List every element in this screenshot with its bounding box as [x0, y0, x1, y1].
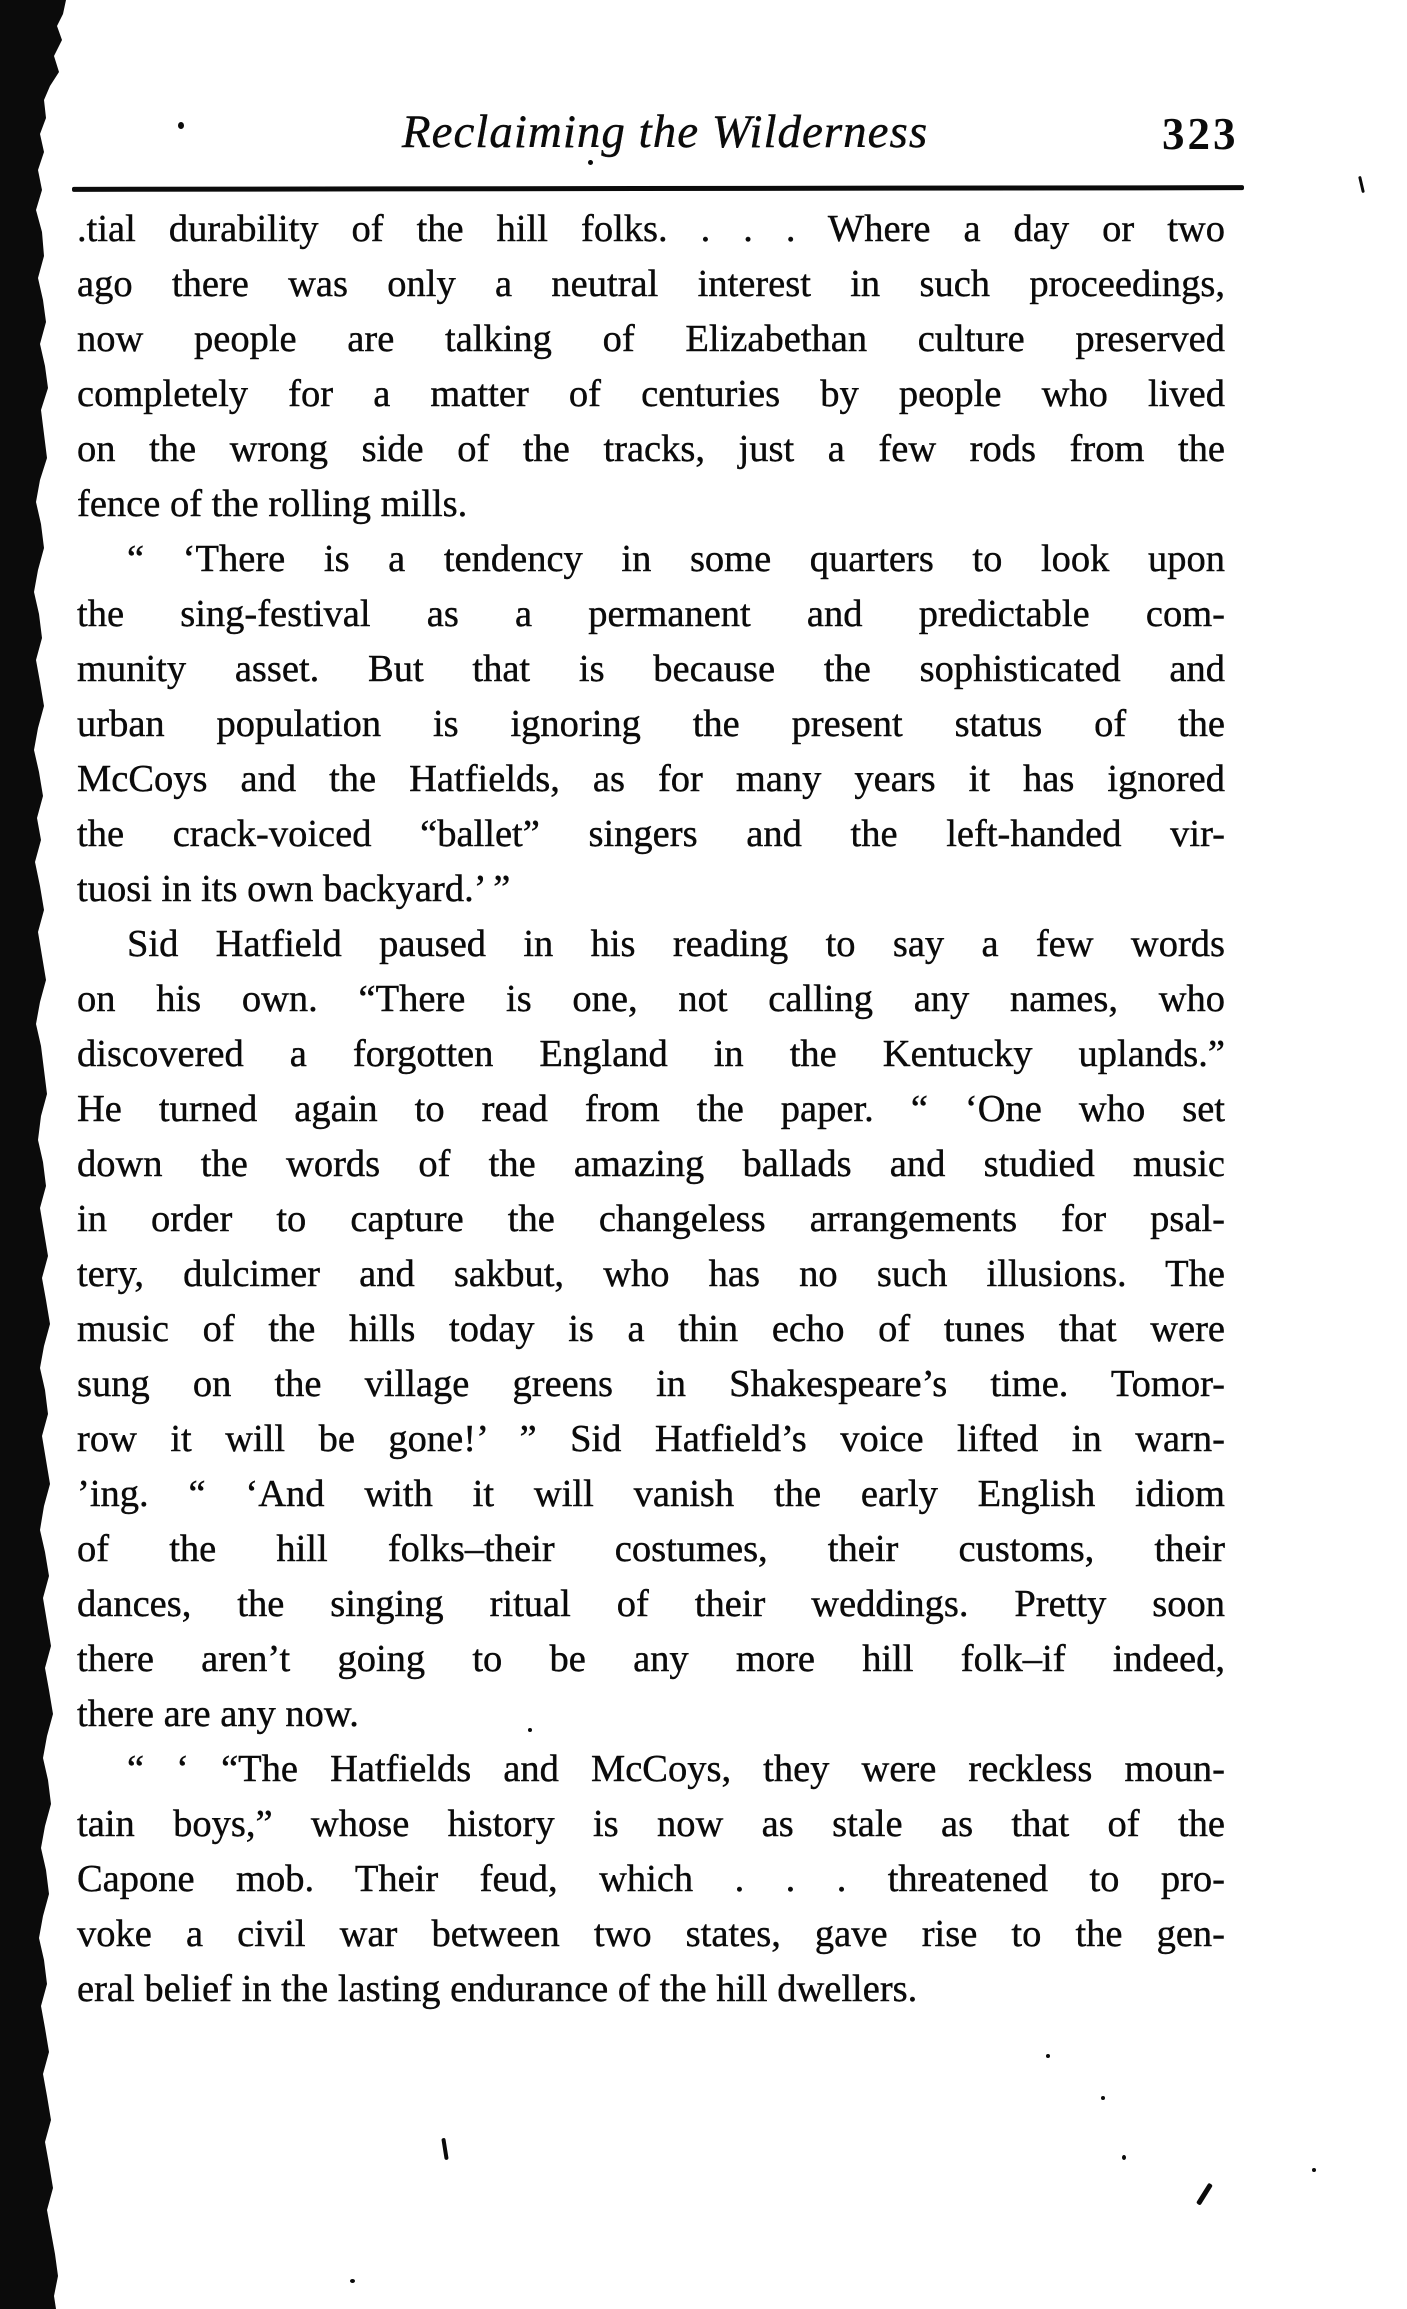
- ink-speck: [528, 1728, 532, 1732]
- text-line: music of the hills today is a thin echo of tunes that were: [77, 1308, 1225, 1350]
- text-line: now people are talking of Elizabethan culture preserved: [77, 318, 1225, 360]
- ink-speck: [1312, 2168, 1316, 2172]
- ink-speck: [1101, 2096, 1105, 2100]
- header-rule: [72, 185, 1244, 192]
- ink-stroke: [1358, 176, 1365, 193]
- text-line: in order to capture the changeless arrangements for psal-: [77, 1198, 1225, 1240]
- ink-speck: [178, 122, 184, 129]
- body-text: [77, 202, 1225, 2017]
- text-line: “ ‘ “The Hatfields and McCoys, they were reckless moun-: [127, 1748, 1225, 1790]
- text-line: the crack-voiced “ballet” singers and the left-handed vir-: [77, 813, 1225, 855]
- text-line: the sing-festival as a permanent and predictable com-: [77, 593, 1225, 635]
- text-line: munity asset. But that is because the sophisticated and: [77, 648, 1225, 690]
- running-title: Reclaiming the Wilderness: [401, 106, 929, 158]
- text-line: ’ing. “ ‘And with it will vanish the early English idiom: [77, 1473, 1225, 1515]
- page-number: 323: [1162, 109, 1239, 159]
- text-line: McCoys and the Hatfields, as for many years it has ignored: [77, 758, 1225, 800]
- text-line: dances, the singing ritual of their weddings. Pretty soon: [77, 1583, 1225, 1625]
- text-line: Sid Hatfield paused in his reading to say a few words: [127, 923, 1225, 965]
- text-line: sung on the village greens in Shakespeare’s time. Tomor-: [77, 1363, 1225, 1405]
- text-line: “ ‘There is a tendency in some quarters to look upon: [127, 538, 1225, 580]
- text-line: on the wrong side of the tracks, just a few rods from the: [77, 428, 1225, 470]
- text-line: tain boys,” whose history is now as stale as that of the: [77, 1803, 1225, 1845]
- text-line: fence of the rolling mills.: [77, 483, 468, 525]
- ink-speck: [1122, 2155, 1126, 2160]
- text-line: on his own. “There is one, not calling any names, who: [77, 978, 1225, 1020]
- text-line: urban population is ignoring the present status of the: [77, 703, 1225, 745]
- scan-edge-band: [0, 0, 80, 2309]
- ink-stroke: [441, 2138, 448, 2160]
- text-line: discovered a forgotten England in the Kentucky uplands.”: [77, 1033, 1225, 1075]
- ink-speck: [350, 2279, 355, 2283]
- text-line: there are any now.: [77, 1693, 359, 1735]
- text-line: voke a civil war between two states, gave rise to the gen-: [77, 1913, 1225, 1955]
- ink-speck: [1046, 2054, 1050, 2058]
- text-line: of the hill folks–their costumes, their customs, their: [77, 1528, 1225, 1570]
- ink-stroke: [1196, 2183, 1213, 2206]
- text-line: tuosi in its own backyard.’ ”: [77, 868, 511, 910]
- ink-speck: [588, 160, 593, 165]
- text-line: row it will be gone!’ ” Sid Hatfield’s voice lifted in warn-: [77, 1418, 1225, 1460]
- text-line: .tial durability of the hill folks. . . . Where a day or two: [77, 208, 1225, 250]
- text-line: completely for a matter of centuries by people who lived: [77, 373, 1225, 415]
- text-line: there aren’t going to be any more hill folk–if indeed,: [77, 1638, 1225, 1680]
- text-line: down the words of the amazing ballads and studied music: [77, 1143, 1225, 1185]
- text-line: He turned again to read from the paper. “ ‘One who set: [77, 1088, 1225, 1130]
- text-line: eral belief in the lasting endurance of the hill dwellers.: [77, 1968, 918, 2010]
- text-line: tery, dulcimer and sakbut, who has no such illusions. The: [77, 1253, 1225, 1295]
- text-line: ago there was only a neutral interest in such proceedings,: [77, 263, 1225, 305]
- text-line: Capone mob. Their feud, which . . . threatened to pro-: [77, 1858, 1225, 1900]
